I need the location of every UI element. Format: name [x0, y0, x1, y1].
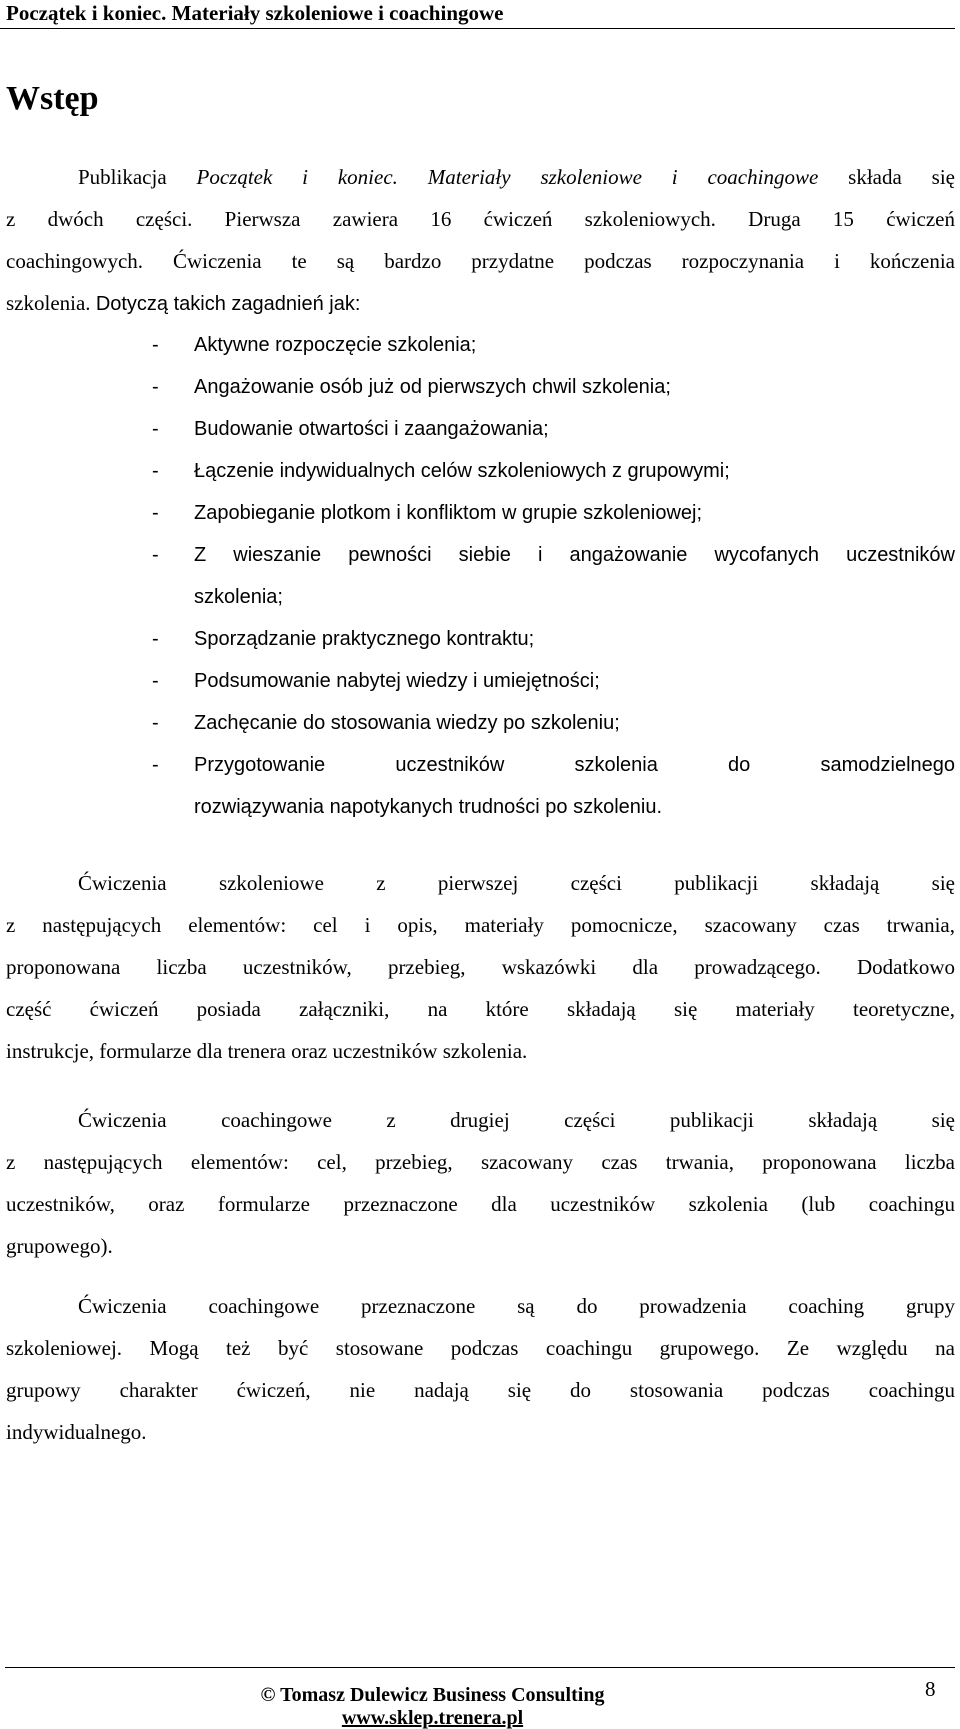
section-heading: Wstęp — [6, 80, 99, 117]
paragraph-line: z następujących elementów: cel i opis, materiały pomocnicze, szacowany czas trwania, — [6, 913, 955, 937]
paragraph-line: część ćwiczeń posiada załączniki, na które składają się materiały teoretyczne, — [6, 997, 955, 1021]
paragraph-line: szkoleniowej. Mogą też być stosowane podczas coachingu grupowego. Ze względu na — [6, 1336, 955, 1360]
intro-line-3: coachingowych. Ćwiczenia te są bardzo przydatne podczas rozpoczynania i kończenia — [6, 249, 955, 273]
body-paragraph-2 — [6, 1099, 955, 1267]
list-item: - Podsumowanie nabytej wiedzy i umiejętności; — [152, 670, 600, 692]
intro-line-1: Publikacja Początek i koniec. Materiały szkoleniowe i coachingowe składa się — [78, 165, 955, 189]
paragraph-line: proponowana liczba uczestników, przebieg, wskazówki dla prowadzącego. Dodatkowo — [6, 955, 955, 979]
body-paragraph-1 — [6, 862, 955, 1072]
running-header — [0, 0, 955, 29]
list-item: - Angażowanie osób już od pierwszych chwil szkolenia; — [152, 376, 671, 398]
topics-list — [150, 324, 955, 828]
page-number: 8 — [925, 1677, 936, 1701]
list-item: - Z wieszanie pewności siebie i angażowanie wycofanych uczestników szkolenia; — [152, 544, 955, 608]
paragraph-line: Ćwiczenia coachingowe z drugiej części publikacji składają się — [78, 1108, 955, 1132]
body-paragraph-3 — [6, 1285, 955, 1453]
page-footer — [0, 1667, 960, 1729]
list-item: - Sporządzanie praktycznego kontraktu; — [152, 628, 535, 650]
paragraph-line: grupowy charakter ćwiczeń, nie nadają się do stosowania podczas coachingu — [6, 1378, 955, 1402]
paragraph-line: Ćwiczenia szkoleniowe z pierwszej części publikacji składają się — [78, 871, 955, 895]
list-item: - Budowanie otwartości i zaangażowania; — [152, 418, 549, 440]
paragraph-line: grupowego). — [6, 1234, 113, 1258]
footer-divider — [5, 1667, 955, 1668]
intro-line-4: szkolenia. Dotyczą takich zagadnień jak: — [6, 291, 361, 315]
paragraph-line: z następujących elementów: cel, przebieg, szacowany czas trwania, proponowana liczba — [6, 1150, 955, 1174]
paragraph-line: indywidualnego. — [6, 1420, 147, 1444]
paragraph-line: instrukcje, formularze dla trenera oraz uczestników szkolenia. — [6, 1039, 528, 1063]
running-header-title: Początek i koniec. Materiały szkoleniowe i coachingowe — [6, 1, 504, 25]
list-item: - Zachęcanie do stosowania wiedzy po szkoleniu; — [152, 712, 620, 734]
footer-copyright: © Tomasz Dulewicz Business Consulting — [260, 1684, 605, 1706]
paragraph-line: uczestników, oraz formularze przeznaczone dla uczestników szkolenia (lub coachingu — [6, 1192, 955, 1216]
publication-title: Początek i koniec. Materiały szkoleniowe i coachingowe — [196, 165, 819, 189]
footer-link[interactable]: www.sklep.trenera.pl — [341, 1707, 524, 1729]
list-item: - Przygotowanie uczestników szkolenia do samodzielnego rozwiązywania napotykanych trudności po szkoleniu. — [152, 754, 955, 818]
intro-paragraph — [6, 156, 955, 324]
intro-line-2: z dwóch części. Pierwsza zawiera 16 ćwiczeń szkoleniowych. Druga 15 ćwiczeń — [6, 207, 955, 231]
list-item: - Łączenie indywidualnych celów szkoleniowych z grupowymi; — [152, 460, 730, 482]
paragraph-line: Ćwiczenia coachingowe przeznaczone są do prowadzenia coaching grupy — [78, 1294, 955, 1318]
list-item: - Aktywne rozpoczęcie szkolenia; — [152, 334, 477, 356]
list-item: - Zapobieganie plotkom i konfliktom w grupie szkoleniowej; — [152, 502, 703, 524]
